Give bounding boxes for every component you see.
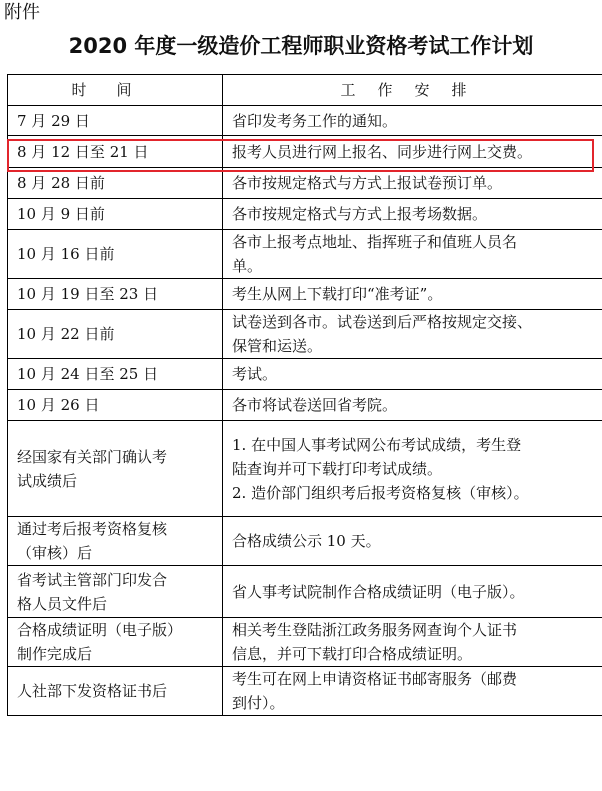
task-cell-line: 考试。 — [232, 365, 278, 383]
table-row — [8, 230, 602, 279]
task-cell-line: 信息，并可下载打印合格成绩证明。 — [232, 645, 473, 663]
time-cell — [8, 168, 223, 199]
time-cell — [8, 359, 223, 390]
task-cell — [223, 199, 602, 230]
task-cell — [223, 390, 602, 421]
table-row — [8, 310, 602, 359]
task-cell-line: 单。 — [232, 257, 263, 275]
task-cell — [223, 106, 602, 136]
time-cell — [8, 106, 223, 136]
task-cell — [223, 136, 602, 168]
header-task: 工作安排 — [223, 75, 602, 106]
annex-label: 附件 — [4, 2, 40, 23]
table-row — [8, 618, 602, 667]
time-cell-line: 10 月 19 日至 23 日 — [17, 285, 159, 303]
schedule-table — [7, 74, 602, 716]
task-cell-line: 合格成绩公示 10 天。 — [232, 532, 381, 550]
time-cell — [8, 618, 223, 667]
task-cell-line: 考生可在网上申请资格证书邮寄服务（邮费 — [232, 670, 518, 688]
task-cell — [223, 667, 602, 716]
document-title: 2020 年度一级造价工程师职业资格考试工作计划 — [68, 34, 534, 58]
time-cell-line: 合格成绩证明（电子版） — [17, 621, 183, 639]
task-cell — [223, 230, 602, 279]
task-cell-line: 各市按规定格式与方式上报考场数据。 — [232, 205, 488, 223]
time-cell — [8, 199, 223, 230]
task-cell-line: 各市将试卷送回省考院。 — [232, 396, 398, 414]
task-cell-line: 相关考生登陆浙江政务服务网查询个人证书 — [232, 621, 518, 639]
header-time: 时间 — [8, 75, 223, 106]
time-cell — [8, 566, 223, 618]
table-row — [8, 390, 602, 421]
table-row — [8, 106, 602, 136]
task-cell-line: 省印发考务工作的通知。 — [232, 111, 398, 130]
task-cell-line: 各市上报考点地址、指挥班子和值班人员名 — [232, 233, 518, 251]
table-row — [8, 517, 602, 566]
time-cell-line: 10 月 9 日前 — [17, 205, 105, 223]
time-cell — [8, 390, 223, 421]
time-cell-line: 10 月 26 日 — [17, 396, 100, 414]
time-cell-line: 7 月 29 日 — [17, 111, 90, 130]
table-row — [8, 566, 602, 618]
task-cell — [223, 168, 602, 199]
task-cell — [223, 517, 602, 566]
task-cell — [223, 421, 602, 517]
time-cell — [8, 279, 223, 310]
task-cell-line: 保管和运送。 — [232, 337, 323, 355]
time-cell — [8, 517, 223, 566]
task-cell-line: 各市按规定格式与方式上报试卷预订单。 — [232, 174, 503, 192]
table-row — [8, 667, 602, 716]
task-cell-line: 报考人员进行网上报名、同步进行网上交费。 — [232, 142, 533, 161]
task-cell-line: 到付）。 — [232, 694, 285, 712]
table-row — [8, 136, 602, 168]
time-cell-line: 10 月 16 日前 — [17, 245, 115, 263]
time-cell-line: 10 月 22 日前 — [17, 325, 115, 343]
task-cell-line: 1. 在中国人事考试网公布考试成绩，考生登 — [232, 435, 522, 454]
task-cell-line: 陆查询并可下载打印考试成绩。 — [232, 459, 443, 478]
task-cell — [223, 279, 602, 310]
time-cell-line: 经国家有关部门确认考 — [17, 447, 168, 466]
time-cell — [8, 136, 223, 168]
task-cell-line: 省人事考试院制作合格成绩证明（电子版）。 — [232, 582, 525, 601]
table-row — [8, 421, 602, 517]
time-cell-line: 人社部下发资格证书后 — [17, 682, 168, 700]
time-cell-line: 8 月 12 日至 21 日 — [17, 142, 149, 161]
time-cell-line: 通过考后报考资格复核 — [17, 520, 168, 538]
time-cell-line: 省考试主管部门印发合 — [17, 570, 168, 589]
task-cell — [223, 310, 602, 359]
table-row — [8, 279, 602, 310]
table-row — [8, 168, 602, 199]
time-cell-line: 8 月 28 日前 — [17, 174, 105, 192]
task-cell-line: 2. 造价部门组织考后报考资格复核（审核）。 — [232, 483, 529, 502]
time-cell — [8, 310, 223, 359]
time-cell — [8, 421, 223, 517]
task-cell — [223, 359, 602, 390]
task-cell — [223, 566, 602, 618]
time-cell-line: （审核）后 — [17, 544, 93, 562]
time-cell — [8, 230, 223, 279]
task-cell — [223, 618, 602, 667]
time-cell-line: 试成绩后 — [17, 471, 78, 490]
task-cell-line: 试卷送到各市。试卷送到后严格按规定交接、 — [232, 313, 533, 331]
task-cell-line: 考生从网上下载打印“准考证”。 — [232, 285, 443, 303]
table-header-row — [8, 75, 602, 106]
time-cell-line: 格人员文件后 — [17, 594, 108, 613]
time-cell-line: 制作完成后 — [17, 645, 93, 663]
table-row — [8, 359, 602, 390]
table-row — [8, 199, 602, 230]
time-cell-line: 10 月 24 日至 25 日 — [17, 365, 159, 383]
time-cell — [8, 667, 223, 716]
